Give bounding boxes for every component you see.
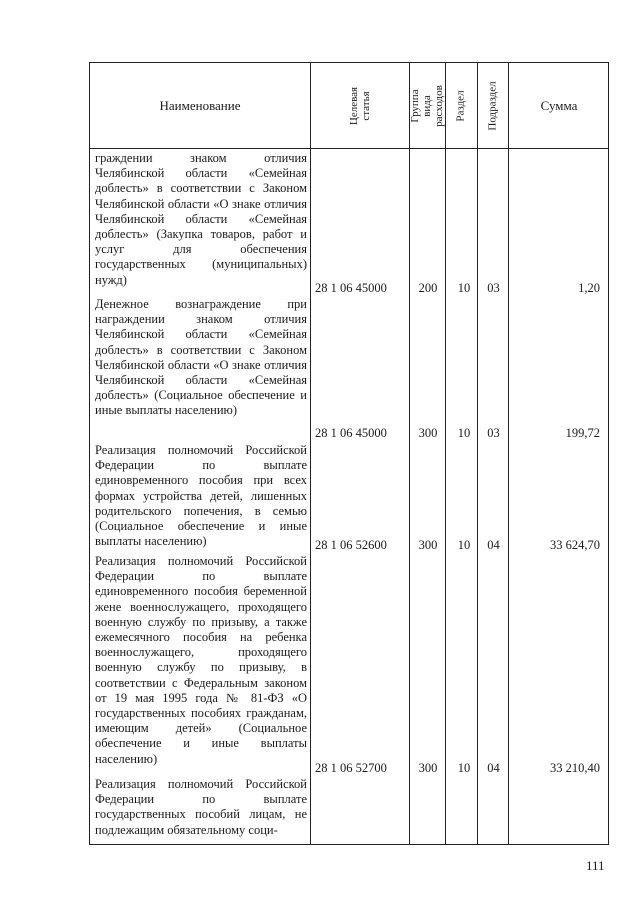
row-target-article: 28 1 06 52600 — [315, 538, 387, 552]
page-number: 111 — [586, 858, 605, 873]
header-target-article-label: Целевая статья — [347, 86, 372, 125]
column-divider — [508, 63, 509, 844]
header-subsection — [477, 63, 508, 148]
row-section: 10 — [457, 281, 471, 295]
header-divider — [90, 148, 608, 149]
row-description: граждении знаком отличия Челябинской области «Семейная доблесть» в соответствии с Законом Челябинской области «О знаке отличия Челябинской области «Семейная доблесть» (Закупка товаров, работ и услуг для обеспечения государственных (муниципальных) нужд) — [95, 151, 307, 287]
row-expense-group: 300 — [418, 426, 438, 440]
budget-table — [89, 62, 609, 845]
row-section: 10 — [457, 538, 471, 552]
row-section: 10 — [457, 426, 471, 440]
row-description: Реализация полномочий Российской Федерации по выплате единовременного пособия беременной жене военнослужащего, проходящего военную службу по призыву, а также ежемесячного пособия на ребенка военнослужащего, проходящего военную службу по призыву, в соответствии с Федеральным законом от 19 мая 1995 года № 81-ФЗ «О государственных пособиях гражданам, имеющим детей» (Социальное обеспечение и иные выплаты населению) — [95, 554, 307, 766]
header-target-article — [310, 63, 409, 148]
row-sum: 33 210,40 — [550, 761, 600, 775]
column-divider — [310, 63, 311, 844]
row-target-article: 28 1 06 52700 — [315, 761, 387, 775]
row-subsection: 03 — [487, 281, 500, 295]
row-expense-group: 200 — [418, 281, 438, 295]
header-section — [445, 63, 477, 148]
header-section-label: Раздел — [455, 89, 467, 122]
column-divider — [445, 63, 446, 844]
row-target-article: 28 1 06 45000 — [315, 281, 387, 295]
row-description: Реализация полномочий Российской Федерации по выплате единовременного пособия при всех формах устройства детей, лишенных родительского попечения, в семью (Социальное обеспечение и иные выплаты населению) — [95, 443, 307, 549]
row-section: 10 — [457, 761, 471, 775]
column-divider — [477, 63, 478, 844]
row-subsection: 04 — [487, 538, 500, 552]
header-name-label: Наименование — [159, 97, 241, 113]
column-divider — [409, 63, 410, 844]
row-sum: 33 624,70 — [550, 538, 600, 552]
row-expense-group: 300 — [418, 761, 438, 775]
row-description: Денежное вознаграждение при награждении знаком отличия Челябинской области «Семейная доблесть» в соответствии с Законом Челябинской области «О знаке отличия Челябинской области «Семейная доблесть» (Социальное обеспечение и иные выплаты населению) — [95, 297, 307, 418]
header-subsection-label: Подраздел — [486, 80, 499, 131]
row-description: Реализация полномочий Российской Федерации по выплате государственных пособий лицам, не подлежащим обязательному соци- — [95, 777, 307, 837]
row-sum: 1,20 — [578, 281, 600, 295]
header-expense-group-label: Группа вида расходов — [409, 84, 446, 127]
header-name — [90, 63, 310, 148]
header-sum-label: Сумма — [540, 97, 578, 113]
row-subsection: 04 — [487, 761, 500, 775]
row-expense-group: 300 — [418, 538, 438, 552]
row-target-article: 28 1 06 45000 — [315, 426, 387, 440]
header-expense-group — [409, 63, 445, 148]
row-sum: 199,72 — [565, 426, 600, 440]
header-sum — [508, 63, 610, 148]
row-subsection: 03 — [487, 426, 500, 440]
